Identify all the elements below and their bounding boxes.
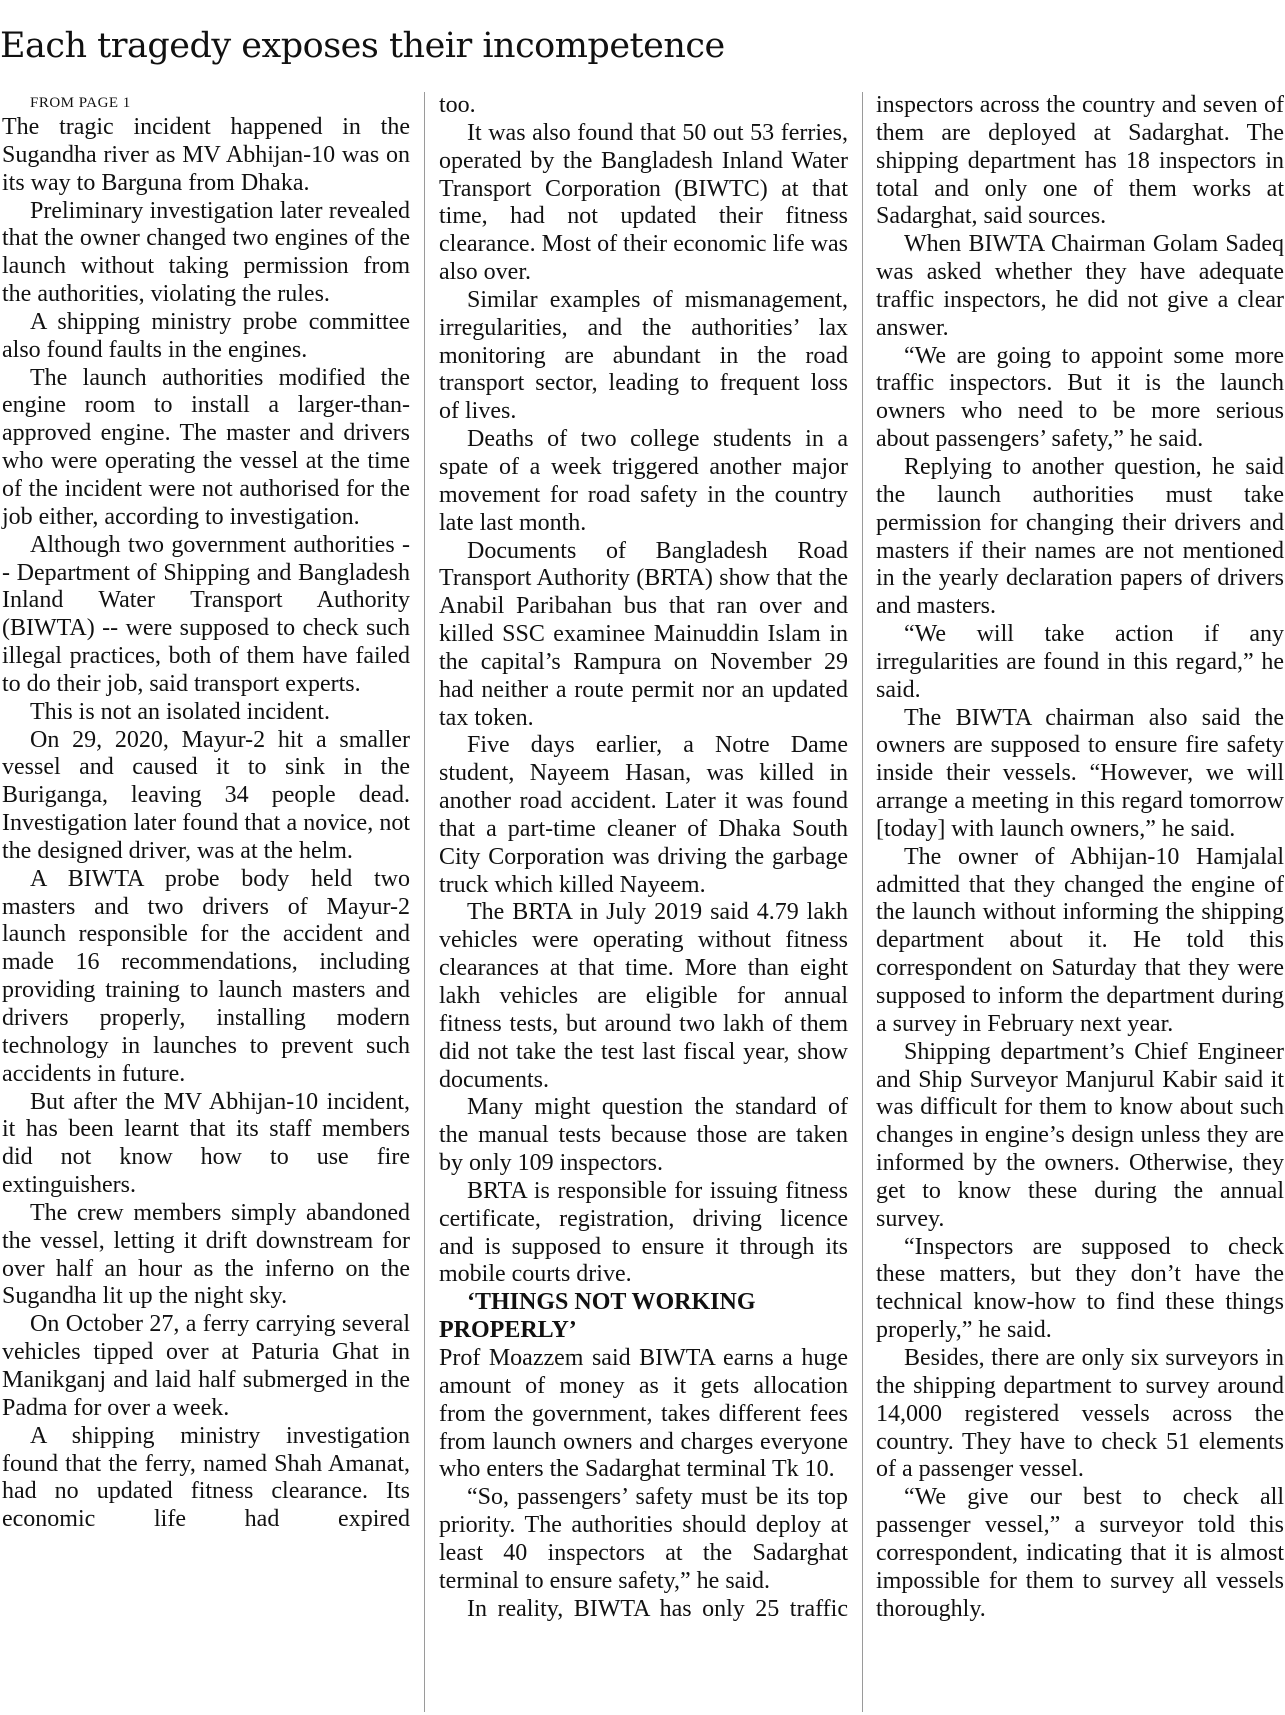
paragraph: Five days earlier, a Notre Dame student, Nayeem Hasan, was killed in another road accident. Later it was found that a part-time cleaner of Dhaka South City Corporation was driving the garbage truck which killed Nayeem. [439,732,848,898]
paragraph: The launch authorities modified the engine room to install a larger-than-approved engine. The master and drivers who were operating the vessel at the time of the incident were not authorised for the job either, according to investigation. [2,364,410,530]
paragraph: The BIWTA chairman also said the owners are supposed to ensure fire safety inside their vessels. “However, we will arrange a meeting in this regard tomorrow [today] with launch owners,” he said. [876,704,1284,842]
paragraph: “We are going to appoint some more traffic inspectors. But it is the launch owners who need to be more serious about passengers’ safety,” he said. [876,342,1284,453]
paragraph: A shipping ministry probe committee also found faults in the engines. [2,308,410,363]
paragraph: The tragic incident happened in the Sugandha river as MV Abhijan-10 was on its way to Barguna from Dhaka. [2,114,410,196]
paragraph: inspectors across the country and seven of them are deployed at Sadarghat. The shipping department has 18 inspectors in total and only one of them works at Sadarghat, said sources. [876,92,1284,230]
subhead: ‘THINGS NOT WORKING PROPERLY’ [439,1289,756,1344]
paragraph: Deaths of two college students in a spate of a week triggered another major movement for road safety in the country late last month. [439,426,848,536]
paragraph: Besides, there are only six surveyors in the shipping department to survey around 14,000 registered vessels across the country. They have to check 51 elements of a passenger vessel. [876,1344,1284,1483]
paragraph: When BIWTA Chairman Golam Sadeq was asked whether they have adequate traffic inspectors, he did not give a clear answer. [876,231,1284,341]
paragraph: A shipping ministry investigation found that the ferry, named Shah Amanat, had no updated fitness clearance. Its economic life had expired [2,1422,410,1533]
dateline: FROM PAGE 1 [30,95,131,111]
paragraph: Many might question the standard of the manual tests because those are taken by only 109 inspectors. [439,1094,848,1177]
paragraph: The BRTA in July 2019 said 4.79 lakh vehicles were operating without fitness clearances at that time. More than eight lakh vehicles are eligible for annual fitness tests, but around two lakh of them did not take the test last fiscal year, show documents. [439,899,848,1093]
paragraph: “We will take action if any irregularities are found in this regard,” he said. [876,621,1284,703]
paragraph: Documents of Bangladesh Road Transport Authority (BRTA) show that the Anabil Paribahan bus that ran over and killed SSC examinee Mainuddin Islam in the capital’s Rampura on November 29 had neither a route permit nor an updated tax token. [439,537,848,731]
article-column-2 [439,92,848,1623]
paragraph: On 29, 2020, Mayur-2 hit a smaller vessel and caused it to sink in the Buriganga, leaving 34 people dead. Investigation later found that a novice, not the designed driver, was at the helm. [2,726,410,864]
paragraph: Replying to another question, he said the launch authorities must take permission for changing their drivers and masters if their names are not mentioned in the yearly declaration papers of drivers and masters. [876,453,1284,620]
paragraph: Prof Moazzem said BIWTA earns a huge amount of money as it gets allocation from the government, takes different fees from launch owners and charges everyone who enters the Sadarghat terminal Tk 10. [439,1344,848,1483]
paragraph: The crew members simply abandoned the vessel, letting it drift downstream for over half an hour as the inferno on the Sugandha lit up the night sky. [2,1199,410,1310]
paragraph: A BIWTA probe body held two masters and two drivers of Mayur-2 launch responsible for the accident and made 16 recommendations, including providing training to launch masters and drivers properly, installing modern technology in launches to prevent such accidents in future. [2,865,410,1087]
column-rule [424,92,425,1712]
article-column-3 [876,92,1284,1623]
paragraph: Although two government authorities -- Department of Shipping and Bangladesh Inland Water Transport Authority (BIWTA) -- were supposed to check such illegal practices, both of them have failed to do their job, said transport experts. [2,531,410,697]
paragraph: Similar examples of mismanagement, irregularities, and the authorities’ lax monitoring are abundant in the road transport sector, leading to frequent loss of lives. [439,286,848,425]
paragraph: Preliminary investigation later revealed that the owner changed two engines of the launch without taking permission from the authorities, violating the rules. [2,197,410,308]
paragraph: BRTA is responsible for issuing fitness certificate, registration, driving licence and is supposed to ensure it through its mobile courts drive. [439,1177,848,1288]
column-rule [862,92,863,1712]
paragraph: But after the MV Abhijan-10 incident, it has been learnt that its staff members did not know how to use fire extinguishers. [2,1088,410,1199]
paragraph: This is not an isolated incident. [30,698,330,725]
paragraph: “We give our best to check all passenger vessel,” a surveyor told this correspondent, indicating that it is almost impossible for them to survey all vessels thoroughly. [876,1484,1284,1622]
paragraph: In reality, BIWTA has only 25 traffic [467,1595,848,1622]
article-column-1 [2,92,410,1534]
paragraph: It was also found that 50 out 53 ferries, operated by the Bangladesh Inland Water Transport Corporation (BIWTC) at that time, had not updated their fitness clearance. Most of their economic life was also over. [439,119,848,286]
paragraph: “So, passengers’ safety must be its top priority. The authorities should deploy at least 40 inspectors at the Sadarghat terminal to ensure safety,” he said. [439,1484,848,1594]
paragraph: too. [439,92,476,118]
paragraph: Shipping department’s Chief Engineer and Ship Surveyor Manjurul Kabir said it was difficult for them to know about such changes in engine’s design unless they are informed by the owners. Otherwise, they get to know these during the annual survey. [876,1038,1284,1232]
paragraph: “Inspectors are supposed to check these matters, but they don’t have the technical know-how to find these things properly,” he said. [876,1233,1284,1344]
paragraph: On October 27, a ferry carrying several vehicles tipped over at Paturia Ghat in Manikganj and laid half submerged in the Padma for over a week. [2,1311,410,1421]
paragraph: The owner of Abhijan-10 Hamjalal admitted that they changed the engine of the launch without informing the shipping department about it. He told this correspondent on Saturday that they were supposed to inform the department during a survey in February next year. [876,843,1284,1037]
headline: Each tragedy exposes their incompetence [0,26,725,66]
